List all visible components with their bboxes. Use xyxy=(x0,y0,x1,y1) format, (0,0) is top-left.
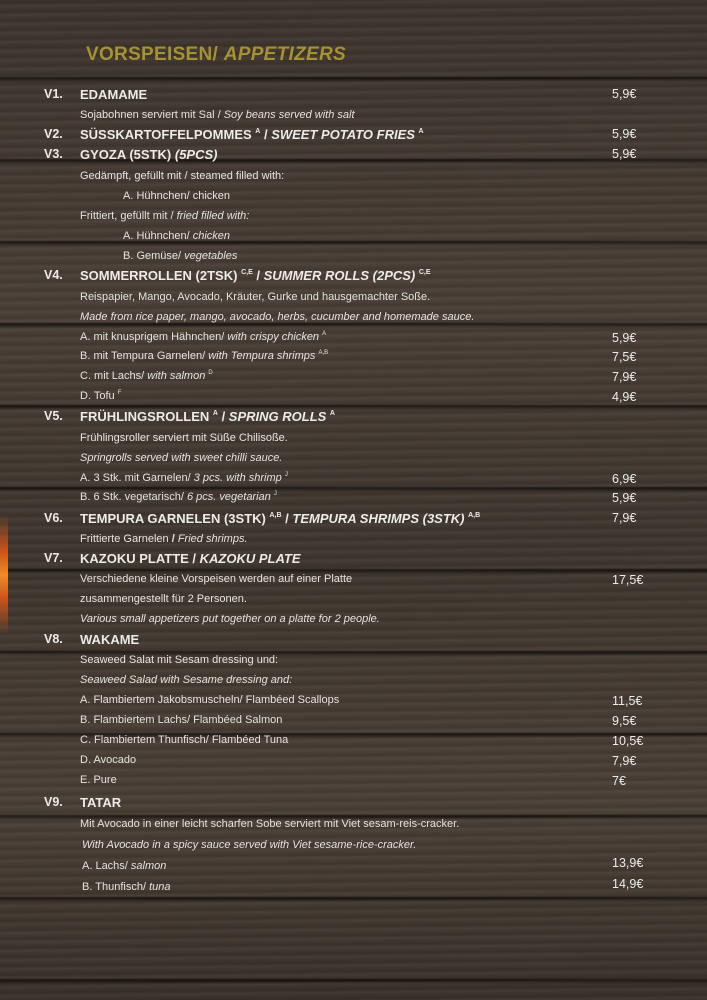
item-code: V8. xyxy=(44,632,63,646)
item-description-en: Various small appetizers put together on a platte for 2 people. xyxy=(80,613,380,625)
item-name: TATAR xyxy=(80,795,122,810)
item-option: C. Flambiertem Thunfisch/ Flambéed Tuna 10,5€ xyxy=(80,734,644,748)
item-option: A. mit knusprigem Hähnchen/ with crispy chicken $^A$ 5,9€ xyxy=(80,331,637,345)
item-option: B. Thunfisch/ tuna 14,9€ xyxy=(82,877,644,893)
item-description: Seaweed Salat mit Sesam dressing und: xyxy=(80,654,279,666)
item-option: A. 3 Stk. mit Garnelen/ 3 pcs. with shrimp $^J$ 6,9€ xyxy=(80,472,637,486)
item-option: A. Flambiertem Jakobsmuscheln/ Flambéed Scallops 11,5€ xyxy=(80,694,643,708)
item-name: SÜSSKARTOFFELPOMMES $^A$ / SWEET POTATO FRIES $^A$ xyxy=(80,127,424,142)
item-price: 5,9€ xyxy=(612,127,637,141)
item-option: D. Tofu $^F$ 4,9€ xyxy=(80,390,637,404)
option-price: 11,5€ xyxy=(612,694,643,708)
item-option: B. Flambiertem Lachs/ Flambéed Salmon 9,5€ xyxy=(80,714,637,728)
item-description: Mit Avocado in einer leicht scharfen Sobe serviert mit Viet sesam-reis-cracker. xyxy=(80,818,460,830)
item-name: FRÜHLINGSROLLEN $^A$ / SPRING ROLLS $^A$ xyxy=(80,409,335,424)
option-price: 7,5€ xyxy=(612,350,637,364)
item-option: C. mit Lachs/ with salmon $^D$ 7,9€ xyxy=(80,370,637,384)
item-code: V4. xyxy=(44,268,63,282)
item-description-en: Springrolls served with sweet chilli sauce. xyxy=(80,452,283,464)
item-code: V3. xyxy=(44,147,63,161)
option-price: 5,9€ xyxy=(612,491,637,505)
item-name: TEMPURA GARNELEN (3STK) $^{A,B}$ / TEMPURA SHRIMPS (3STK) $^{A,B}$ xyxy=(80,511,481,526)
item-code: V9. xyxy=(44,795,63,809)
item-description-en: Made from rice paper, mango, avocado, herbs, cucumber and homemade sauce. xyxy=(80,311,475,323)
item-description: Gedämpft, gefüllt mit / steamed filled with: xyxy=(80,170,285,182)
item-option: A. Lachs/ salmon 13,9€ xyxy=(82,856,644,872)
item-option: B. mit Tempura Garnelen/ with Tempura shrimps $^{A,B}$ 7,5€ xyxy=(80,350,637,364)
menu-item-v5 xyxy=(0,409,707,429)
option-price: 7€ xyxy=(612,774,626,788)
item-name: EDAMAME xyxy=(80,87,148,102)
item-option: B. 6 Stk. vegetarisch/ 6 pcs. vegetarian $^J$ 5,9€ xyxy=(80,491,637,505)
item-code: V1. xyxy=(44,87,63,101)
option-price: 14,9€ xyxy=(612,877,644,891)
item-code: V6. xyxy=(44,511,63,525)
item-description: Verschiedene kleine Vorspeisen werden auf einer Platte 17,5€ xyxy=(80,573,644,587)
item-price: 7,9€ xyxy=(612,511,637,525)
option-price: 7,9€ xyxy=(612,370,637,384)
option-price: 13,9€ xyxy=(612,856,644,870)
menu-item-v7 xyxy=(0,551,707,571)
option-price: 5,9€ xyxy=(612,331,637,345)
item-description: Frühlingsroller serviert mit Süße Chilisoße. xyxy=(80,432,288,444)
item-option: A. Hühnchen/ chicken xyxy=(123,190,231,202)
item-description: zusammengestellt für 2 Personen. xyxy=(80,593,247,605)
menu-item-v9 xyxy=(0,795,707,815)
item-code: V5. xyxy=(44,409,63,423)
item-code: V7. xyxy=(44,551,63,565)
item-option: A. Hühnchen/ chicken xyxy=(123,230,231,242)
item-price: 5,9€ xyxy=(612,87,637,101)
item-description-en: With Avocado in a spicy sauce served with Viet sesame-rice-cracker. xyxy=(82,839,417,851)
section-title: VORSPEISEN/ APPETIZERS xyxy=(86,44,347,65)
item-description: Frittierte Garnelen / Fried shrimps. xyxy=(80,533,248,545)
item-description: Sojabohnen serviert mit Sal / Soy beans served with salt xyxy=(80,109,355,121)
menu-item-v4 xyxy=(0,268,707,288)
item-price: 5,9€ xyxy=(612,147,637,161)
item-code: V2. xyxy=(44,127,63,141)
menu-item-v3 xyxy=(0,147,707,167)
item-description-en: Seaweed Salad with Sesame dressing and: xyxy=(80,674,293,686)
item-price: 17,5€ xyxy=(612,573,644,587)
menu-item-v1 xyxy=(0,87,707,107)
item-name: WAKAME xyxy=(80,632,140,647)
item-name: GYOZA (5STK) (5PCS) xyxy=(80,147,218,162)
item-option: D. Avocado 7,9€ xyxy=(80,754,637,768)
option-price: 9,5€ xyxy=(612,714,637,728)
menu-item-v2 xyxy=(0,127,707,147)
item-description: Frittiert, gefüllt mit / fried filled with: xyxy=(80,210,250,222)
menu-item-v6 xyxy=(0,511,707,531)
option-price: 7,9€ xyxy=(612,754,637,768)
item-option: B. Gemüse/ vegetables xyxy=(123,250,238,262)
option-price: 6,9€ xyxy=(612,472,637,486)
menu-item-v8 xyxy=(0,632,707,652)
item-option: E. Pure 7€ xyxy=(80,774,626,788)
item-description: Reispapier, Mango, Avocado, Kräuter, Gurke und hausgemachter Soße. xyxy=(80,291,431,303)
option-price: 10,5€ xyxy=(612,734,644,748)
option-price: 4,9€ xyxy=(612,390,637,404)
item-name: KAZOKU PLATTE / KAZOKU PLATE xyxy=(80,551,301,566)
item-name: SOMMERROLLEN (2TSK) $^{C,E}$ / SUMMER ROLLS (2PCS) $^{C,E}$ xyxy=(80,268,431,283)
